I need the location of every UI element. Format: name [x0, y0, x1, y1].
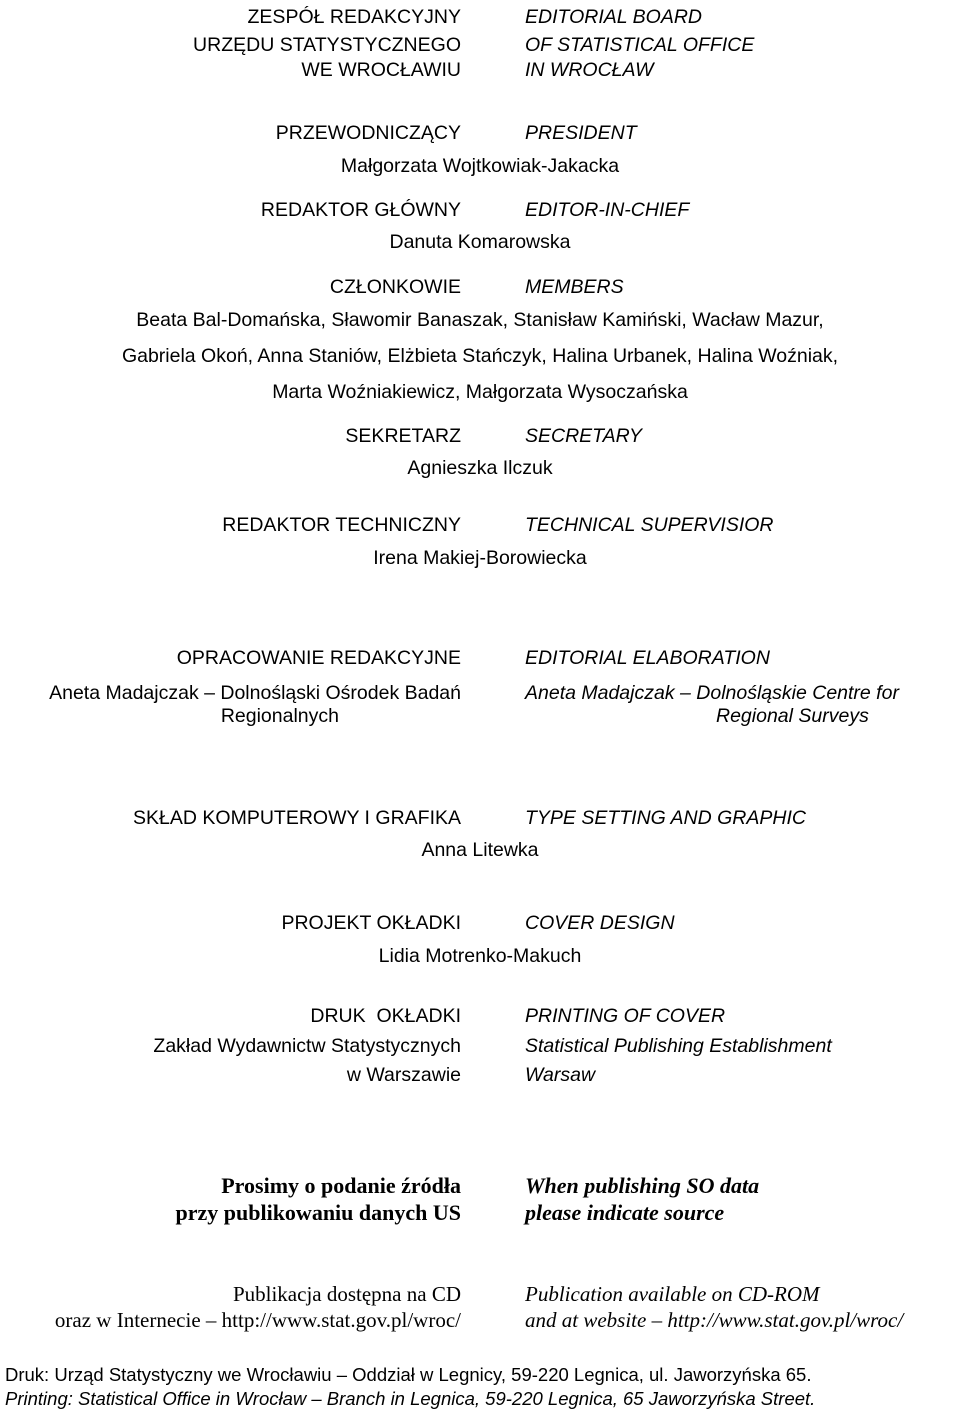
- members-names-line-3: Marta Woźniakiewicz, Małgorzata Wysoczańska: [272, 381, 688, 403]
- secretary-label-pl: SEKRETARZ: [345, 425, 461, 447]
- cover-label-pl: PROJEKT OKŁADKI: [281, 912, 461, 934]
- board-pl-line-1: ZESPÓŁ REDAKCYJNY: [247, 6, 461, 28]
- printing-pl-line-1: Zakład Wydawnictw Statystycznych: [153, 1035, 461, 1057]
- printing-en-line-1: Statistical Publishing Establishment: [525, 1035, 832, 1057]
- chief-name: Danuta Komarowska: [389, 231, 571, 253]
- footer-pl: Druk: Urząd Statystyczny we Wrocławiu – Oddział w Legnicy, 59-220 Legnica, ul. Jaworzyńska 65.: [5, 1364, 812, 1385]
- availability-pl-line-2: oraz w Internecie – http://www.stat.gov.pl/wroc/: [54, 1308, 461, 1332]
- elaboration-pl-line-2: Regionalnych: [220, 705, 339, 727]
- board-pl-line-2: URZĘDU STATYSTYCZNEGO: [193, 34, 461, 56]
- elaboration-pl-line-1: Aneta Madajczak – Dolnośląski Ośrodek Badań: [49, 682, 461, 704]
- source-note-en-line-2: please indicate source: [525, 1200, 725, 1225]
- secretary-label-en: SECRETARY: [525, 425, 643, 447]
- printing-en-line-2: Warsaw: [525, 1064, 596, 1086]
- availability-pl-line-1: Publikacja dostępna na CD: [232, 1282, 461, 1306]
- printing-pl-line-2: w Warszawie: [346, 1064, 461, 1086]
- members-label-pl: CZŁONKOWIE: [329, 276, 461, 298]
- chief-label-en: EDITOR-IN-CHIEF: [525, 199, 690, 221]
- cover-name: Lidia Motrenko-Makuch: [378, 945, 582, 967]
- footer-en-label: Printing:: [5, 1388, 73, 1409]
- president-label-en: PRESIDENT: [525, 122, 637, 144]
- source-note-pl-line-1: Prosimy o podanie źródła: [221, 1173, 461, 1198]
- footer-en-text: Statistical Office in Wrocław – Branch in Legnica, 59-220 Legnica, 65 Jaworzyńska Street.: [78, 1388, 816, 1409]
- board-en-line-2: OF STATISTICAL OFFICE: [525, 34, 755, 56]
- typesetting-label-pl: SKŁAD KOMPUTEROWY I GRAFIKA: [133, 807, 461, 829]
- members-names-line-1: Beata Bal-Domańska, Sławomir Banaszak, Stanisław Kamiński, Wacław Mazur,: [136, 309, 824, 331]
- technical-label-pl: REDAKTOR TECHNICZNY: [222, 514, 461, 536]
- footer-en: [5, 1389, 815, 1409]
- elaboration-en-line-2: Regional Surveys: [716, 705, 869, 727]
- board-en-line-1: EDITORIAL BOARD: [525, 6, 702, 28]
- president-label-pl: PRZEWODNICZĄCY: [275, 122, 461, 144]
- typesetting-name: Anna Litewka: [421, 839, 539, 861]
- board-en-line-3: IN WROCŁAW: [525, 59, 654, 81]
- cover-label-en: COVER DESIGN: [525, 912, 675, 934]
- printing-label-pl: DRUK OKŁADKI: [310, 1005, 461, 1027]
- source-note-en-line-1: When publishing SO data: [525, 1173, 760, 1198]
- president-name: Małgorzata Wojtkowiak-Jakacka: [340, 155, 620, 177]
- elaboration-en-line-1: Aneta Madajczak – Dolnośląskie Centre for: [525, 682, 899, 704]
- members-names-line-2: Gabriela Okoń, Anna Staniów, Elżbieta Stańczyk, Halina Urbanek, Halina Woźniak,: [121, 345, 839, 367]
- members-label-en: MEMBERS: [525, 276, 624, 298]
- technical-label-en: TECHNICAL SUPERVISIOR: [525, 514, 774, 536]
- source-note-pl-line-2: przy publikowaniu danych US: [175, 1200, 461, 1225]
- printing-label-en: PRINTING OF COVER: [525, 1005, 726, 1027]
- availability-en-line-2: and at website – http://www.stat.gov.pl/wroc/: [525, 1308, 904, 1332]
- board-pl-line-3: WE WROCŁAWIU: [301, 59, 461, 81]
- chief-label-pl: REDAKTOR GŁÓWNY: [260, 199, 461, 221]
- availability-en-line-1: Publication available on CD-ROM: [525, 1282, 820, 1306]
- elaboration-label-en: EDITORIAL ELABORATION: [525, 647, 770, 669]
- elaboration-label-pl: OPRACOWANIE REDAKCYJNE: [176, 647, 461, 669]
- secretary-name: Agnieszka Ilczuk: [407, 457, 553, 479]
- typesetting-label-en: TYPE SETTING AND GRAPHIC: [525, 807, 806, 829]
- technical-name: Irena Makiej-Borowiecka: [373, 547, 587, 569]
